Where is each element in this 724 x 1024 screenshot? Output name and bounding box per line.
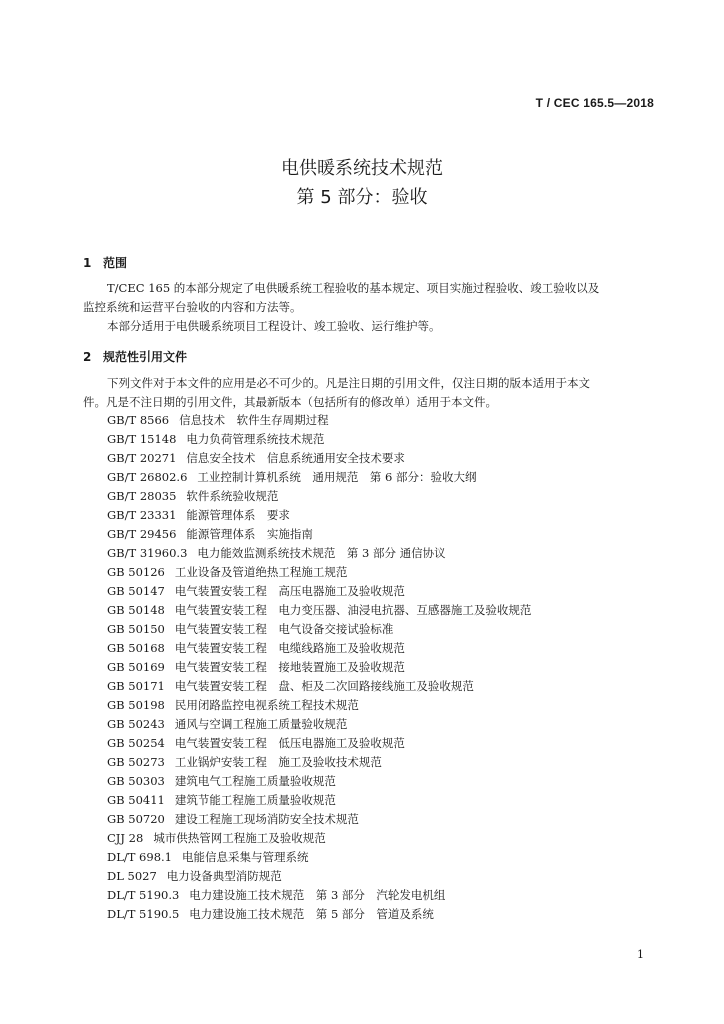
reference-title: 电气装置安装工程 电气设备交接试验标准 (174, 622, 394, 636)
reference-code: GB 50273 (107, 755, 165, 769)
reference-title: 电力负荷管理系统技术规范 (186, 432, 325, 446)
reference-title: 建筑节能工程施工质量验收规范 (174, 793, 336, 807)
reference-code: GB 50303 (107, 774, 165, 788)
section-2-intro-line2: 件。凡是不注日期的引用文件，其最新版本（包括所有的修改单）适用于本文件。 (83, 394, 497, 409)
reference-title: 工业设备及管道绝热工程施工规范 (174, 565, 348, 579)
reference-item (107, 810, 531, 829)
reference-item (107, 867, 531, 886)
reference-code: GB/T 29456 (107, 527, 177, 541)
reference-item (107, 563, 531, 582)
reference-title: 建设工程施工现场消防安全技术规范 (174, 812, 359, 826)
page-number: 1 (637, 948, 644, 961)
reference-item (107, 411, 531, 430)
reference-title: 电力设备典型消防规范 (166, 869, 282, 883)
reference-title: 电气装置安装工程 低压电器施工及验收规范 (174, 736, 405, 750)
reference-title: 能源管理体系 要求 (186, 508, 290, 522)
reference-item (107, 468, 531, 487)
reference-code: GB/T 20271 (107, 451, 177, 465)
section-1-number: 1 (83, 256, 92, 270)
reference-title: 软件系统验收规范 (186, 489, 279, 503)
reference-item (107, 791, 531, 810)
reference-item (107, 829, 531, 848)
reference-code: GB 50168 (107, 641, 165, 655)
section-2-heading (83, 348, 187, 365)
reference-code: DL/T 5190.5 (107, 907, 180, 921)
standard-code: T / CEC 165.5—2018 (535, 96, 654, 110)
section-1-title: 范围 (103, 256, 128, 270)
reference-code: GB/T 23331 (107, 508, 177, 522)
section-1-para1-line1: T/CEC 165 的本部分规定了电供暖系统工程验收的基本规定、项目实施过程验收、竣工验收以及 (107, 281, 600, 295)
reference-item (107, 449, 531, 468)
reference-code: GB/T 26802.6 (107, 470, 188, 484)
reference-title: 民用闭路监控电视系统工程技术规范 (174, 698, 359, 712)
reference-code: GB 50171 (107, 679, 165, 693)
reference-item (107, 734, 531, 753)
reference-code: GB 50147 (107, 584, 165, 598)
reference-code: CJJ 28 (107, 831, 144, 845)
reference-code: DL/T 698.1 (107, 850, 172, 864)
reference-item (107, 677, 531, 696)
document-title (0, 154, 724, 212)
section-1-heading (83, 254, 127, 271)
reference-item (107, 506, 531, 525)
reference-item (107, 582, 531, 601)
reference-title: 建筑电气工程施工质量验收规范 (174, 774, 336, 788)
reference-code: GB 50243 (107, 717, 165, 731)
reference-title: 信息安全技术 信息系统通用安全技术要求 (186, 451, 405, 465)
reference-code: GB 50150 (107, 622, 165, 636)
reference-code: GB 50411 (107, 793, 165, 807)
title-line-2: 第 5 部分：验收 (296, 187, 428, 208)
reference-code: GB 50126 (107, 565, 165, 579)
reference-item (107, 848, 531, 867)
reference-item (107, 658, 531, 677)
reference-title: 电气装置安装工程 电力变压器、油浸电抗器、互感器施工及验收规范 (174, 603, 532, 617)
reference-code: GB 50148 (107, 603, 165, 617)
reference-item (107, 639, 531, 658)
reference-item (107, 620, 531, 639)
reference-title: 电气装置安装工程 电缆线路施工及验收规范 (174, 641, 405, 655)
reference-title: 电能信息采集与管理系统 (181, 850, 309, 864)
reference-item (107, 487, 531, 506)
section-1-paragraph-1 (83, 279, 657, 316)
reference-item (107, 886, 531, 905)
reference-title: 电气装置安装工程 接地装置施工及验收规范 (174, 660, 405, 674)
reference-code: GB/T 15148 (107, 432, 177, 446)
reference-code: GB/T 8566 (107, 413, 170, 427)
reference-item (107, 696, 531, 715)
normative-references-list (107, 411, 531, 924)
reference-item (107, 715, 531, 734)
reference-title: 工业控制计算机系统 通用规范 第 6 部分：验收大纲 (197, 470, 477, 484)
reference-item (107, 601, 531, 620)
reference-code: DL 5027 (107, 869, 157, 883)
reference-title: 信息技术 软件生存周期过程 (179, 413, 329, 427)
reference-code: GB 50720 (107, 812, 165, 826)
reference-title: 电力建设施工技术规范 第 5 部分 管道及系统 (189, 907, 434, 921)
section-1-para2-line: 本部分适用于电供暖系统项目工程设计、竣工验收、运行维护等。 (107, 319, 441, 333)
reference-code: GB 50254 (107, 736, 165, 750)
reference-item (107, 772, 531, 791)
section-2-intro (83, 374, 657, 411)
reference-title: 电力建设施工技术规范 第 3 部分 汽轮发电机组 (189, 888, 446, 902)
title-line-1: 电供暖系统技术规范 (281, 158, 443, 179)
reference-item (107, 544, 531, 563)
reference-code: GB 50198 (107, 698, 165, 712)
section-2-intro-line1: 下列文件对于本文件的应用是必不可少的。凡是注日期的引用文件，仅注日期的版本适用于本文 (107, 376, 590, 390)
reference-code: GB 50169 (107, 660, 165, 674)
reference-title: 电气装置安装工程 盘、柜及二次回路接线施工及验收规范 (174, 679, 474, 693)
reference-title: 电力能效监测系统技术规范 第 3 部分 通信协议 (197, 546, 446, 560)
reference-item (107, 430, 531, 449)
section-2-number: 2 (83, 350, 92, 364)
reference-item (107, 753, 531, 772)
reference-code: GB/T 31960.3 (107, 546, 188, 560)
reference-title: 能源管理体系 实施指南 (186, 527, 313, 541)
section-2-title: 规范性引用文件 (103, 350, 188, 364)
reference-title: 城市供热管网工程施工及验收规范 (153, 831, 326, 845)
reference-code: GB/T 28035 (107, 489, 177, 503)
section-1-para1-line2: 监控系统和运营平台验收的内容和方法等。 (83, 299, 302, 314)
reference-title: 工业锅炉安装工程 施工及验收技术规范 (174, 755, 382, 769)
reference-item (107, 905, 531, 924)
reference-code: DL/T 5190.3 (107, 888, 180, 902)
reference-title: 通风与空调工程施工质量验收规范 (174, 717, 348, 731)
reference-item (107, 525, 531, 544)
section-1-paragraph-2 (83, 317, 657, 336)
reference-title: 电气装置安装工程 高压电器施工及验收规范 (174, 584, 405, 598)
